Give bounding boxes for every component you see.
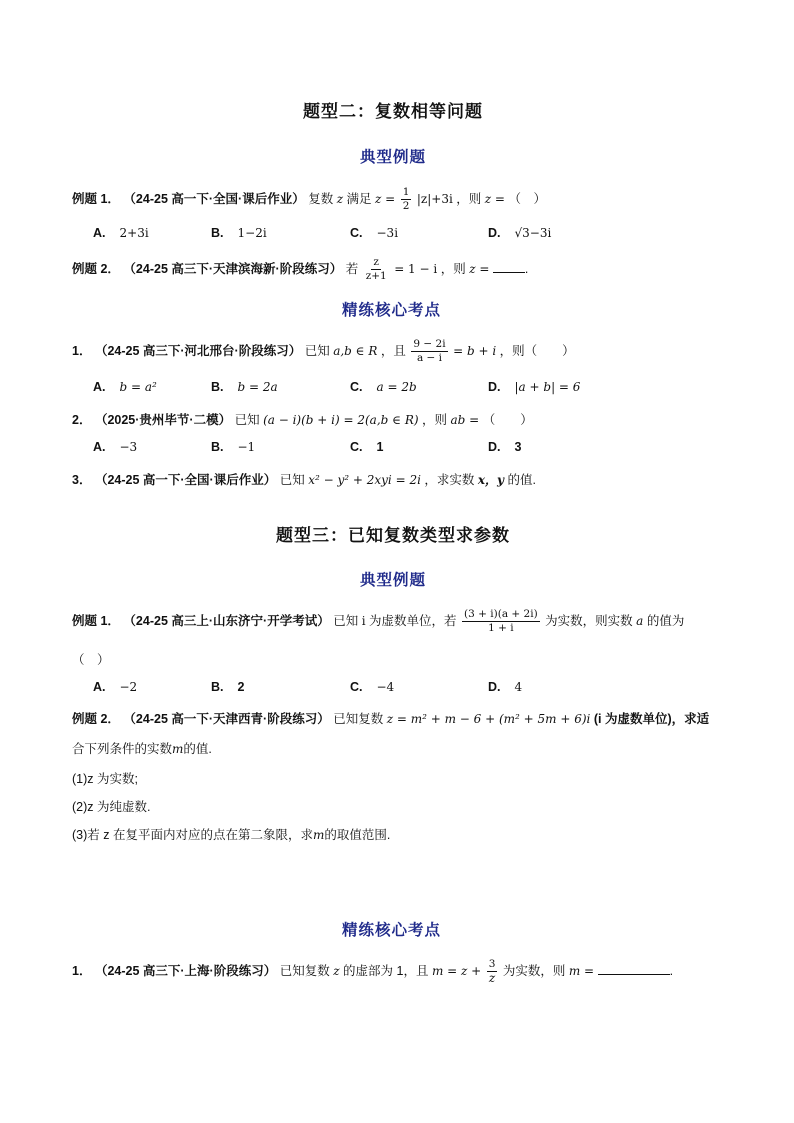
question-text: 已知复数 <box>333 712 384 726</box>
math-expr: = b + i <box>453 343 497 358</box>
option-value: 1−2i <box>237 226 267 240</box>
option-value: b = 2a <box>237 380 278 394</box>
question-source: （24-25 高三下·河北邢台·阶段练习） <box>94 343 302 358</box>
math-expr: ab = <box>450 413 480 427</box>
question-text: 已知 <box>304 343 330 358</box>
question-text: ，且 <box>380 343 406 358</box>
s3-example-1 <box>72 608 684 635</box>
option-value: 1 <box>376 440 384 454</box>
option-key: A. <box>93 380 106 394</box>
s2-ex1-option-b[interactable] <box>211 226 267 240</box>
question-label: 1． <box>72 963 92 978</box>
option-key: C. <box>350 380 363 394</box>
answer-blank[interactable] <box>598 974 670 975</box>
question-text: 的虚部为 1，且 <box>343 963 429 978</box>
math-fraction <box>462 608 540 635</box>
option-key: C. <box>350 680 363 694</box>
s3-ex1-option-b[interactable] <box>211 680 244 694</box>
s2-practice-2 <box>72 410 533 428</box>
option-value: −1 <box>237 440 256 454</box>
s2-p1-option-d[interactable] <box>488 380 580 394</box>
math-expr: z = <box>375 191 396 206</box>
question-text: 为实数，则 <box>502 963 566 978</box>
math-fraction <box>487 958 498 985</box>
question-text: 满足 <box>346 191 372 206</box>
section3-examples-heading: 典型例题 <box>360 572 427 589</box>
fraction-numerator: 3 <box>488 958 496 970</box>
question-text: 的值为 <box>646 613 685 628</box>
question-source: （2025·贵州毕节·二模） <box>94 413 232 427</box>
math-var: z <box>333 963 340 978</box>
fraction-denominator: a − i <box>416 352 443 364</box>
math-expr: = 1 − i <box>394 261 438 276</box>
question-label: 例题 2． <box>72 712 120 726</box>
s3-ex1-option-c[interactable] <box>350 680 394 694</box>
s3-ex2-item-3 <box>72 825 390 843</box>
option-key: A. <box>93 680 106 694</box>
question-text: 已知 <box>333 613 359 628</box>
option-key: B. <box>211 440 224 454</box>
math-expr: (a − i)(b + i) = 2(a,b ∈ R) <box>263 413 419 427</box>
s2-practice-1 <box>72 338 575 365</box>
sub-question: (1)z 为实数; <box>72 772 138 786</box>
question-text: 复数 <box>308 191 334 206</box>
s3-ex2-item-1 <box>72 769 138 787</box>
math-expr: z = <box>469 261 490 276</box>
option-value: −4 <box>376 680 395 694</box>
s2-p1-option-b[interactable] <box>211 380 278 394</box>
answer-paren: （ ） <box>508 191 546 206</box>
question-text: 若 <box>345 261 359 276</box>
s2-example-1 <box>72 186 546 213</box>
option-value: 2 <box>237 680 245 694</box>
question-text: 为实数，则实数 <box>545 613 633 628</box>
math-var: z <box>336 191 344 206</box>
option-value: −2 <box>119 680 138 694</box>
question-text: . <box>669 963 674 978</box>
option-value: 4 <box>514 680 523 694</box>
question-text: (i 为虚数单位)，求适 <box>593 712 710 726</box>
option-key: B. <box>211 680 224 694</box>
math-fraction <box>401 186 412 213</box>
question-text: ，求实数 <box>424 473 475 487</box>
option-value: √3−3i <box>514 226 552 240</box>
option-key: B. <box>211 380 224 394</box>
section3-title: 题型三：已知复数类型求参数 <box>276 526 510 545</box>
s2-practice-3 <box>72 470 536 488</box>
option-key: D. <box>488 680 501 694</box>
s2-p2-option-b[interactable] <box>211 440 255 454</box>
question-text: 为虚数单位，若 <box>369 613 457 628</box>
option-key: C. <box>350 226 363 240</box>
question-label: 2． <box>72 413 92 427</box>
math-expr: z = <box>484 191 505 206</box>
question-label: 1． <box>72 343 92 358</box>
s3-ex2-line2 <box>72 739 212 757</box>
question-source: （24-25 高三上·山东济宁·开学考试） <box>123 613 330 628</box>
math-expr: m = z + <box>431 963 482 978</box>
sub-question: 的取值范围. <box>324 828 391 842</box>
option-key: C. <box>350 440 363 454</box>
fraction-numerator: 9 − 2i <box>413 338 446 350</box>
sub-question: (3)若 z 在复平面内对应的点在第二象限，求 <box>72 828 313 842</box>
fraction-numerator: 1 <box>402 186 410 198</box>
option-key: D. <box>488 440 501 454</box>
s2-ex1-option-d[interactable] <box>488 226 551 240</box>
option-value: 2+3i <box>119 226 149 240</box>
math-expr: |z|+3i <box>416 191 453 206</box>
option-key: B. <box>211 226 224 240</box>
question-source: （24-25 高一下·天津西青·阶段练习） <box>123 712 330 726</box>
section3-practice-heading: 精练核心考点 <box>342 922 442 939</box>
fraction-denominator: z+1 <box>365 270 387 282</box>
s2-p1-option-c[interactable] <box>350 380 417 394</box>
fraction-denominator: 1 + i <box>488 622 514 634</box>
question-text: ，则（ ） <box>499 343 575 358</box>
section2-practice-heading: 精练核心考点 <box>342 302 442 319</box>
math-expr: x² − y² + 2xyi = 2i <box>308 473 421 487</box>
s2-ex1-option-a[interactable] <box>93 226 149 240</box>
question-label: 例题 1． <box>72 191 120 206</box>
option-value: |a + b| = 6 <box>514 380 581 394</box>
s3-ex1-paren <box>72 650 110 668</box>
s2-p2-option-d[interactable] <box>488 440 521 454</box>
fraction-denominator: 2 <box>402 200 410 212</box>
answer-paren: （ ） <box>72 653 110 667</box>
question-label: 例题 1． <box>72 613 120 628</box>
question-text: 已知 <box>279 473 305 487</box>
answer-paren: （ ） <box>482 413 533 427</box>
sub-question: (2)z 为纯虚数. <box>72 800 151 814</box>
question-source: （24-25 高一下·全国·课后作业） <box>123 191 305 206</box>
math-expr: m = <box>568 963 595 978</box>
question-text: ，则 <box>422 413 448 427</box>
math-expr: x，y <box>477 473 505 487</box>
question-label: 3． <box>72 473 92 487</box>
math-expr: a,b ∈ R <box>333 343 378 358</box>
question-text: . <box>524 261 529 276</box>
fraction-numerator: z <box>373 256 379 268</box>
question-text: 已知复数 <box>279 963 330 978</box>
math-var: i <box>361 613 366 628</box>
math-var: m <box>172 742 184 756</box>
math-var: m <box>312 828 325 842</box>
math-var: a <box>636 613 644 628</box>
question-text: ，则 <box>440 261 466 276</box>
s2-p1-option-a[interactable] <box>93 380 157 394</box>
math-fraction <box>411 338 447 365</box>
question-source: （24-25 高三下·天津滨海新·阶段练习） <box>123 261 343 276</box>
option-value: 3 <box>514 440 522 454</box>
option-key: A. <box>93 226 106 240</box>
option-key: D. <box>488 226 501 240</box>
s3-ex1-option-d[interactable] <box>488 680 522 694</box>
option-value: −3i <box>376 226 399 240</box>
s2-p2-option-c[interactable] <box>350 440 383 454</box>
s2-example-2 <box>72 256 528 283</box>
s3-ex2-item-2 <box>72 797 150 815</box>
s2-ex1-option-c[interactable] <box>350 226 398 240</box>
section2-examples-heading: 典型例题 <box>360 149 427 166</box>
s3-ex1-option-a[interactable] <box>93 680 137 694</box>
question-label: 例题 2． <box>72 261 120 276</box>
fraction-numerator: (3 + i)(a + 2i) <box>464 608 538 620</box>
option-value: −3 <box>119 440 138 454</box>
math-expr: z = m² + m − 6 + (m² + 5m + 6)i <box>386 712 591 726</box>
s3-example-2 <box>72 709 709 727</box>
question-text: 已知 <box>234 413 260 427</box>
question-source: （24-25 高一下·全国·课后作业） <box>94 473 277 487</box>
question-text: 的值. <box>507 473 537 487</box>
answer-blank[interactable] <box>493 272 525 273</box>
question-source: （24-25 高三下·上海·阶段练习） <box>94 963 277 978</box>
question-text: ，则 <box>456 191 482 206</box>
section2-title: 题型二：复数相等问题 <box>303 102 483 121</box>
option-value: b = a² <box>119 380 157 394</box>
option-key: D. <box>488 380 501 394</box>
question-text: 的值. <box>183 742 212 756</box>
s3-practice-1 <box>72 958 673 985</box>
math-fraction <box>364 256 389 283</box>
fraction-denominator: z <box>488 971 496 985</box>
s2-p2-option-a[interactable] <box>93 440 137 454</box>
option-key: A. <box>93 440 106 454</box>
option-value: a = 2b <box>376 380 417 394</box>
question-text: 合下列条件的实数 <box>72 742 173 756</box>
